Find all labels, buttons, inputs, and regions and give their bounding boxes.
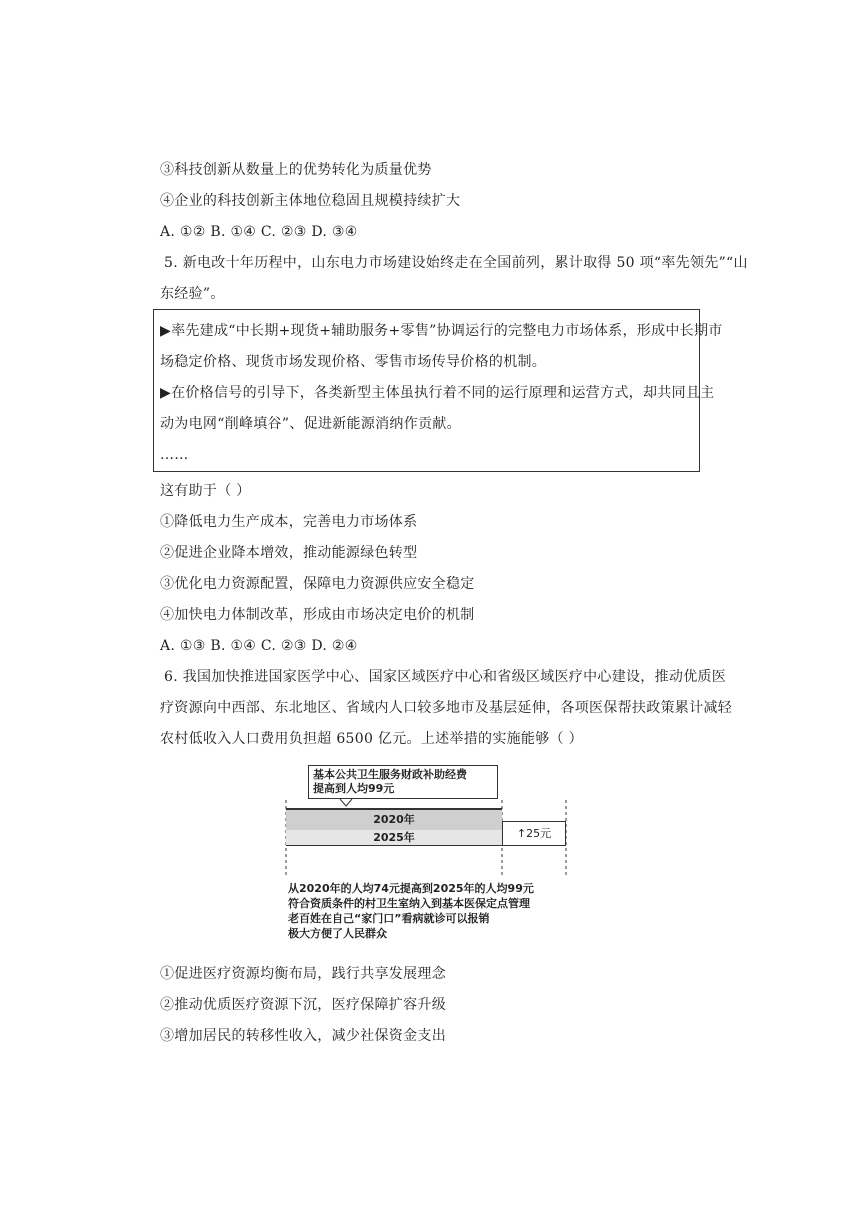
callout-text: 基本公共卫生服务财政补助经费 (313, 768, 467, 781)
answer-choices: A. ①② B. ①④ C. ②③ D. ③④ (160, 224, 358, 240)
material-line: 动为电网“削峰填谷”、促进新能源消纳作贡献。 (160, 416, 461, 432)
option-line: ②促进企业降本增效，推动能源绿色转型 (160, 545, 418, 561)
option-line: ④加快电力体制改革，形成由市场决定电价的机制 (160, 607, 475, 623)
note-line: 老百姓在自己“家门口”看病就诊可以报销 (288, 912, 490, 925)
option-line: ③科技创新从数量上的优势转化为质量优势 (160, 162, 432, 178)
note-line: 从2020年的人均74元提高到2025年的人均99元 (288, 882, 534, 895)
option-line: ③增加居民的转移性收入，减少社保资金支出 (160, 1028, 446, 1044)
callout-box (308, 765, 498, 799)
option-line: ①促进医疗资源均衡布局，践行共享发展理念 (160, 966, 446, 982)
option-line: ④企业的科技创新主体地位稳固且规模持续扩大 (160, 193, 461, 209)
answer-choices: A. ①③ B. ①④ C. ②③ D. ②④ (160, 638, 358, 654)
material-line: …… (160, 447, 189, 463)
note-line: 符合资质条件的村卫生室纳入到基本医保定点管理 (288, 897, 530, 910)
callout-text: 提高到人均99元 (313, 782, 395, 795)
material-box (153, 309, 723, 472)
option-line: ③优化电力资源配置，保障电力资源供应安全稳定 (160, 576, 475, 592)
option-line: ②推动优质医疗资源下沉，医疗保障扩容升级 (160, 997, 446, 1013)
material-line: ▶率先建成“中长期+现货+辅助服务+零售”协调运行的完整电力市场体系，形成中长期市 (160, 323, 723, 339)
note-line: 极大方便了人民群众 (288, 927, 387, 940)
increase-box: ↑25元 (502, 821, 566, 846)
question-prompt: 这有助于（ ） (160, 483, 251, 499)
question-6-stem: 6. 我国加快推进国家医学中心、国家区域医疗中心和省级区域医疗中心建设，推动优质医 (164, 669, 727, 685)
bar-2025: 2025年 (286, 830, 502, 846)
material-line: ▶在价格信号的引导下，各类新型主体虽执行着不同的运行原理和运营方式，却共同且主 (160, 385, 715, 401)
question-5-stem: 东经验”。 (160, 286, 225, 302)
bar-2020: 2020年 (286, 808, 502, 830)
question-6-stem: 农村低收入人口费用负担超 6500 亿元。上述举措的实施能够（ ） (160, 731, 583, 747)
material-line: 场稳定价格、现货市场发现价格、零售市场传导价格的机制。 (160, 354, 547, 370)
question-5-stem: 5. 新电改十年历程中，山东电力市场建设始终走在全国前列，累计取得 50 项“率先领先”“山 (164, 255, 748, 271)
question-6-stem: 疗资源向中西部、东北地区、省域内人口较多地市及基层延伸，各项医保帮扶政策累计减轻 (160, 700, 732, 716)
figure-notes (288, 881, 534, 941)
option-line: ①降低电力生产成本，完善电力市场体系 (160, 514, 418, 530)
subsidy-figure (280, 760, 580, 950)
